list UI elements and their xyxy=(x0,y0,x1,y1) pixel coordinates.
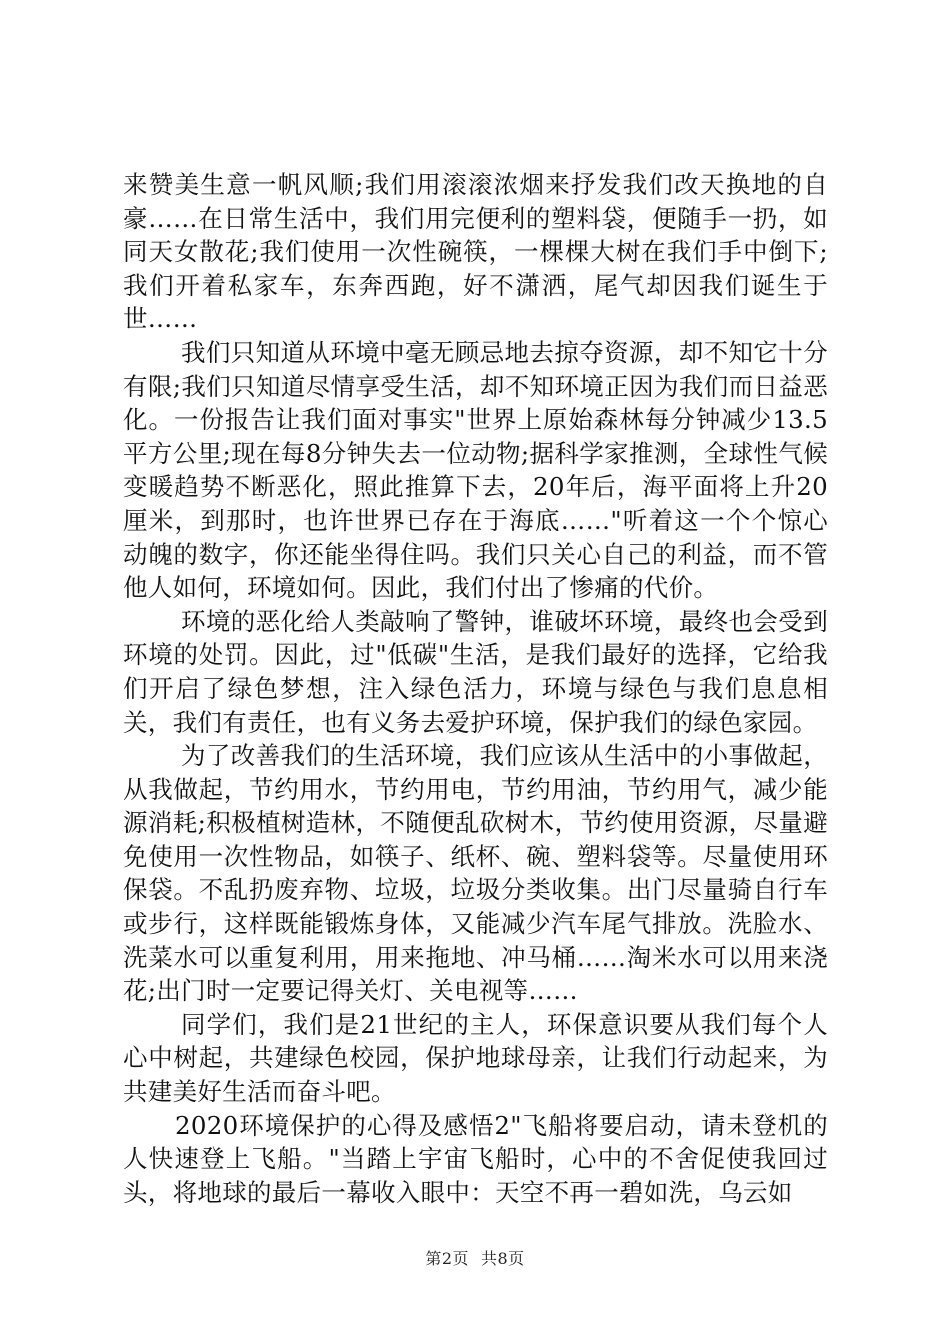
document-body xyxy=(123,168,828,1209)
paragraph-3: 环境的恶化给人类敲响了警钟，谁破坏环境，最终也会受到环境的处罚。因此，过"低碳"生活，是我们最好的选择，它给我们开启了绿色梦想，注入绿色活力，环境与绿色与我们息息相关，我们有责任，也有义务去爱护环境，保护我们的绿色家园。 xyxy=(123,606,828,737)
paragraph-6: 2020环境保护的心得及感悟2"飞船将要启动，请未登机的人快速登上飞船。"当踏上宇宙飞船时，心中的不舍促使我回过头，将地球的最后一幕收入眼中：天空不再一碧如洗，乌云如 xyxy=(123,1110,828,1207)
paragraph-2: 我们只知道从环境中毫无顾忌地去掠夺资源，却不知它十分有限;我们只知道尽情享受生活，却不知环境正因为我们而日益恶化。一份报告让我们面对事实"世界上原始森林每分钟减少13.5平方公里;现在每8分钟失去一位动物;据科学家推测，全球性气候变暖趋势不断恶化，照此推算下去，20年后，海平面将上升20厘米，到那时，也许世界已存在于海底……"听着这一个个惊心动魄的数字，你还能坐得住吗。我们只关心自己的利益，而不管他人如何，环境如何。因此，我们付出了惨痛的代价。 xyxy=(123,337,828,603)
paragraph-5: 同学们，我们是21世纪的主人，环保意识要从我们每个人心中树起，共建绿色校园，保护地球母亲，让我们行动起来，为共建美好生活而奋斗吧。 xyxy=(123,1009,828,1107)
page-number: 第2页 xyxy=(425,1249,469,1268)
paragraph-4: 为了改善我们的生活环境，我们应该从生活中的小事做起，从我做起，节约用水，节约用电，节约用油，节约用气，减少能源消耗;积极植树造林，不随便乱砍树木，节约使用资源，尽量避免使用一次性物品，如筷子、纸杯、碗、塑料袋等。尽量使用环保袋。不乱扔废弃物、垃圾，垃圾分类收集。出门尽量骑自行车或步行，这样既能锻炼身体，又能减少汽车尾气排放。洗脸水、洗菜水可以重复利用，用来拖地、冲马桶……淘米水可以用来浇花;出门时一定要记得关灯、关电视等…… xyxy=(123,741,828,1006)
paragraph-1: 来赞美生意一帆风顺;我们用滚滚浓烟来抒发我们改天换地的自豪……在日常生活中，我们用完便利的塑料袋，便随手一扔，如同天女散花;我们使用一次性碗筷，一棵棵大树在我们手中倒下;我们开着私家车，东奔西跑，好不潇洒，尾气却因我们诞生于世…… xyxy=(123,170,828,334)
page-total: 共8页 xyxy=(481,1249,525,1268)
page-footer xyxy=(0,1246,950,1269)
